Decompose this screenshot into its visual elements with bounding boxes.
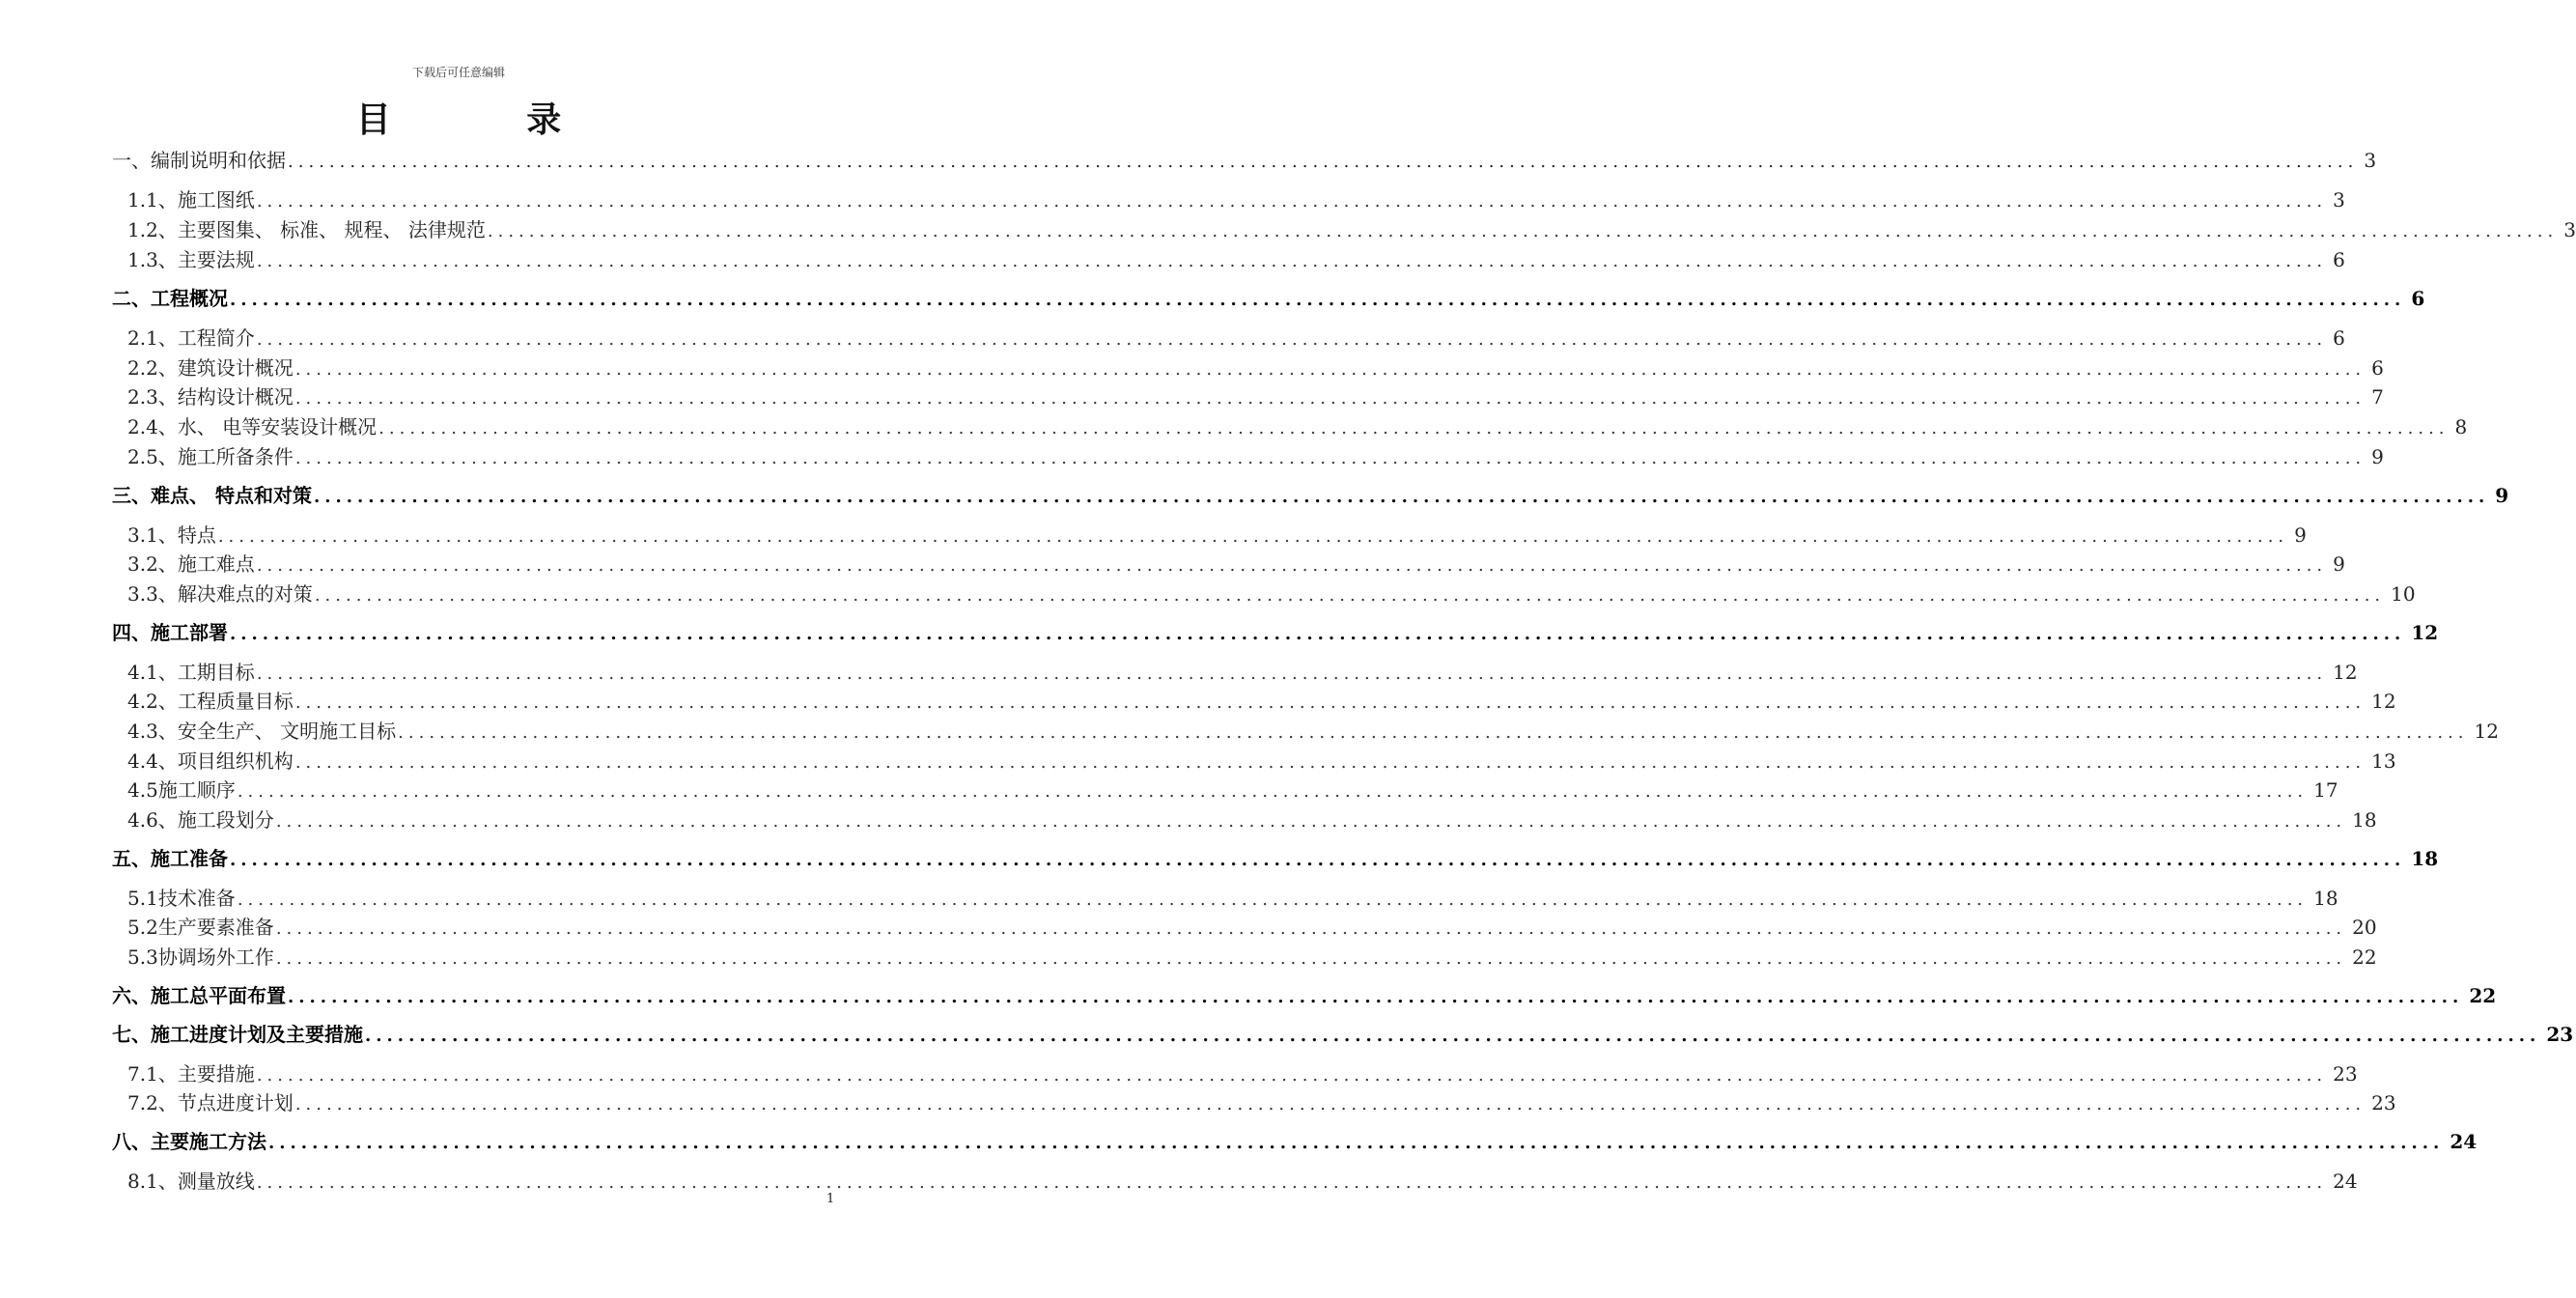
toc-entry-title: 工程概况: [151, 287, 228, 310]
toc-entry-title: 主要措施: [177, 1062, 255, 1086]
toc-entry-number: 8.1、: [127, 1170, 178, 1193]
toc-title: 目 录: [355, 100, 624, 140]
toc-entry[interactable]: [127, 1166, 2358, 1195]
toc-entry[interactable]: [127, 1058, 2358, 1087]
toc-entry-title: 难点、 特点和对策: [151, 484, 312, 507]
toc-dot-leader: ........................................................................................................................................................................................................: [268, 1133, 2445, 1153]
toc-entry-title: 施工所备条件: [177, 445, 294, 468]
toc-entry[interactable]: [112, 283, 2425, 312]
toc-entry-title: 工期目标: [177, 661, 255, 684]
toc-entry-title: 测量放线: [177, 1170, 255, 1193]
toc-entry-page: 23: [2333, 1062, 2358, 1086]
toc-dot-leader: ........................................................................................................................................................................................................: [256, 329, 2328, 350]
toc-dot-leader: ........................................................................................................................................................................................................: [294, 1094, 2366, 1115]
toc-entry-title: 工程简介: [177, 326, 255, 350]
toc-dot-leader: ........................................................................................................................................................................................................: [314, 585, 2386, 606]
toc-entry-page: 23: [2371, 1091, 2396, 1115]
toc-entry-number: 二、: [112, 287, 151, 310]
toc-entry[interactable]: [127, 942, 2377, 971]
toc-entry-page: 9: [2371, 445, 2384, 468]
toc-dot-leader: ........................................................................................................................................................................................................: [230, 624, 2406, 644]
toc-entry-title: 生产要素准备: [157, 916, 274, 939]
toc-entry[interactable]: [127, 520, 2307, 549]
toc-dot-leader: ........................................................................................................................................................................................................: [275, 918, 2347, 939]
toc-entry-title: 协调场外工作: [157, 945, 274, 969]
toc-entry-title: 安全生产、 文明施工目标: [177, 720, 397, 743]
toc-entry-title: 节点进度计划: [177, 1091, 294, 1115]
toc-entry-page: 6: [2411, 287, 2425, 310]
toc-dot-leader: ........................................................................................................................................................................................................: [294, 359, 2366, 380]
toc-dot-leader: ........................................................................................................................................................................................................: [288, 987, 2464, 1007]
toc-entry[interactable]: [112, 843, 2439, 872]
toc-entry-title: 建筑设计概况: [177, 356, 294, 380]
toc-entry-number: 5.1: [127, 887, 158, 910]
toc-entry[interactable]: [112, 145, 2377, 174]
toc-entry[interactable]: [112, 1126, 2478, 1155]
toc-entry-page: 20: [2352, 916, 2377, 939]
toc-dot-leader: ........................................................................................................................................................................................................: [378, 418, 2450, 438]
toc-entry-page: 9: [2333, 552, 2345, 576]
toc-entry-number: 1.3、: [127, 248, 178, 271]
toc-entry-page: 12: [2474, 720, 2499, 743]
toc-entry-page: 18: [2352, 808, 2377, 832]
toc-entry-page: 12: [2333, 661, 2358, 684]
toc-entry-number: 一、: [112, 149, 151, 172]
toc-entry-number: 4.1、: [127, 661, 178, 684]
toc-entry-page: 18: [2411, 847, 2439, 870]
toc-entry-page: 13: [2371, 749, 2396, 773]
toc-entry-number: 4.2、: [127, 690, 178, 713]
toc-entry-number: 2.5、: [127, 445, 178, 468]
toc-entry[interactable]: [127, 746, 2396, 775]
toc-entry-number: 5.2: [127, 916, 158, 939]
toc-entry[interactable]: [127, 804, 2377, 833]
toc-entry-title: 特点: [177, 523, 216, 547]
toc-entry-title: 工程质量目标: [177, 690, 294, 713]
toc-entry-title: 编制说明和依据: [151, 149, 286, 172]
toc-entry[interactable]: [127, 244, 2345, 273]
toc-dot-leader: ........................................................................................................................................................................................................: [365, 1026, 2541, 1046]
toc-entry-number: 八、: [112, 1130, 151, 1153]
toc-entry[interactable]: [127, 883, 2338, 912]
toc-dot-leader: ........................................................................................................................................................................................................: [275, 811, 2347, 832]
toc-dot-leader: ........................................................................................................................................................................................................: [237, 781, 2309, 802]
toc-entry-page: 10: [2391, 582, 2416, 606]
toc-entry[interactable]: [127, 214, 2576, 243]
toc-entry-page: 6: [2333, 326, 2345, 350]
toc-entry[interactable]: [127, 353, 2384, 381]
toc-entry[interactable]: [127, 411, 2468, 440]
toc-entry-page: 23: [2546, 1023, 2574, 1046]
toc-entry-number: 4.5: [127, 778, 158, 802]
toc-dot-leader: ........................................................................................................................................................................................................: [256, 191, 2328, 212]
toc-entry-title: 施工图纸: [177, 188, 255, 212]
toc-entry-number: 2.4、: [127, 415, 178, 438]
toc-dot-leader: ........................................................................................................................................................................................................: [288, 152, 2359, 172]
toc-dot-leader: ........................................................................................................................................................................................................: [294, 692, 2366, 713]
toc-entry[interactable]: [112, 617, 2439, 646]
toc-entry-page: 22: [2469, 984, 2497, 1007]
toc-entry-page: 3: [2333, 188, 2345, 212]
toc-dot-leader: ........................................................................................................................................................................................................: [275, 948, 2347, 969]
toc-dot-leader: ........................................................................................................................................................................................................: [256, 251, 2328, 271]
toc-entry-page: 24: [2333, 1170, 2358, 1193]
toc-entry-page: 12: [2411, 621, 2439, 644]
toc-entry-title: 技术准备: [157, 887, 236, 910]
toc-entry-title: 施工段划分: [177, 808, 274, 832]
toc-entry[interactable]: [127, 549, 2345, 578]
toc-entry-number: 三、: [112, 484, 151, 507]
toc-entry-title: 主要图集、 标准、 规程、 法律规范: [177, 218, 486, 241]
header-note: 下载后可任意编辑: [411, 66, 505, 79]
toc-dot-leader: ........................................................................................................................................................................................................: [256, 1065, 2328, 1086]
toc-entry-page: 6: [2333, 248, 2345, 271]
toc-entry[interactable]: [127, 184, 2345, 213]
toc-entry-number: 2.3、: [127, 385, 178, 409]
toc-entry-title: 施工难点: [177, 552, 255, 576]
toc-entry-number: 7.1、: [127, 1062, 178, 1086]
toc-entry-number: 1.1、: [127, 188, 178, 212]
toc-entry[interactable]: [127, 1087, 2396, 1116]
toc-entry-title: 主要施工方法: [151, 1130, 266, 1153]
toc-dot-leader: ........................................................................................................................................................................................................: [230, 850, 2406, 870]
toc-entry[interactable]: [112, 480, 2509, 509]
toc-entry[interactable]: [127, 578, 2416, 607]
toc-dot-leader: ........................................................................................................................................................................................................: [398, 722, 2469, 743]
toc-entry-number: 3.2、: [127, 552, 178, 576]
toc-entry-title: 结构设计概况: [177, 385, 294, 409]
toc-entry-page: 6: [2371, 356, 2384, 380]
toc-entry-page: 9: [2495, 484, 2509, 507]
toc-entry-title: 施工部署: [151, 621, 228, 644]
toc-entry-title: 施工进度计划及主要措施: [151, 1023, 363, 1046]
toc-entry[interactable]: [127, 441, 2384, 470]
toc-entry-number: 1.2、: [127, 218, 178, 241]
toc-entry-number: 2.1、: [127, 326, 178, 350]
toc-entry-page: 17: [2313, 778, 2338, 802]
toc-entry[interactable]: [127, 775, 2338, 804]
toc-entry[interactable]: [112, 1019, 2574, 1048]
toc-entry-title: 主要法规: [177, 248, 255, 271]
toc-entry-page: 18: [2313, 887, 2338, 910]
toc-entry-number: 7.2、: [127, 1091, 178, 1115]
toc-entry-page: 22: [2352, 945, 2377, 969]
toc-dot-leader: ........................................................................................................................................................................................................: [256, 663, 2328, 684]
toc-entry-number: 六、: [112, 984, 151, 1007]
toc-entry[interactable]: [127, 323, 2345, 352]
toc-entry-number: 3.1、: [127, 523, 178, 547]
toc-entry-title: 解决难点的对策: [177, 582, 313, 606]
toc-entry-page: 8: [2454, 415, 2468, 438]
toc-dot-leader: ........................................................................................................................................................................................................: [294, 752, 2366, 773]
toc-entry-page: 7: [2371, 385, 2384, 409]
toc-entry-number: 五、: [112, 847, 151, 870]
toc-entry-page: 24: [2450, 1130, 2478, 1153]
toc-entry[interactable]: [127, 716, 2499, 745]
toc-entry-page: 12: [2371, 690, 2396, 713]
toc-entry-title: 施工顺序: [157, 778, 236, 802]
toc-dot-leader: ........................................................................................................................................................................................................: [294, 448, 2366, 468]
toc-dot-leader: ........................................................................................................................................................................................................: [256, 1172, 2328, 1193]
toc-entry-number: 四、: [112, 621, 151, 644]
toc-dot-leader: ........................................................................................................................................................................................................: [217, 526, 2289, 547]
toc-entry-title: 施工总平面布置: [151, 984, 286, 1007]
toc-dot-leader: ........................................................................................................................................................................................................: [256, 555, 2328, 576]
page-number: 1: [826, 1192, 835, 1206]
toc-entry-number: 5.3: [127, 945, 158, 969]
toc-dot-leader: ........................................................................................................................................................................................................: [230, 290, 2406, 310]
toc-entry-page: 3: [2563, 218, 2576, 241]
toc-entry[interactable]: [127, 657, 2358, 686]
toc-dot-leader: ........................................................................................................................................................................................................: [487, 221, 2559, 241]
toc-entry-number: 4.3、: [127, 720, 178, 743]
toc-entry-title: 水、 电等安装设计概况: [177, 415, 378, 438]
toc-entry-number: 4.6、: [127, 808, 178, 832]
toc-entry-title: 项目组织机构: [177, 749, 294, 773]
toc-entry-title: 施工准备: [151, 847, 228, 870]
toc-entry[interactable]: [127, 912, 2377, 941]
toc-entry-page: 3: [2364, 149, 2377, 172]
toc-entry-page: 9: [2294, 523, 2307, 547]
toc-entry-number: 4.4、: [127, 749, 178, 773]
toc-entry[interactable]: [112, 980, 2497, 1009]
toc-dot-leader: ........................................................................................................................................................................................................: [237, 889, 2309, 910]
toc-entry-number: 3.3、: [127, 582, 178, 606]
toc-dot-leader: ........................................................................................................................................................................................................: [294, 388, 2366, 409]
toc-entry[interactable]: [127, 381, 2384, 410]
toc-entry-number: 2.2、: [127, 356, 178, 380]
toc-dot-leader: ........................................................................................................................................................................................................: [313, 487, 2490, 507]
toc-entry-number: 七、: [112, 1023, 151, 1046]
toc-entry[interactable]: [127, 686, 2396, 715]
